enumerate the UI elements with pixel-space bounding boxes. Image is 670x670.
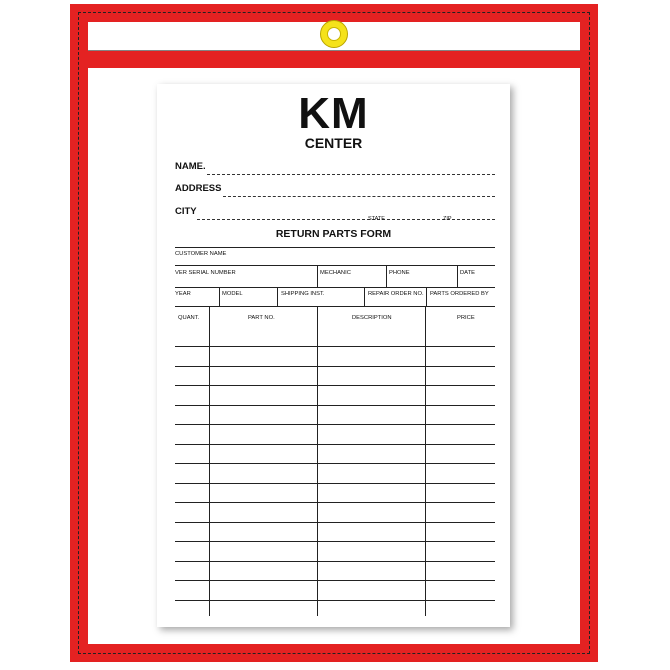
- table-row-line: [175, 444, 495, 445]
- name-label: NAME.: [175, 161, 206, 172]
- repair-order-label: REPAIR ORDER NO.: [368, 291, 424, 297]
- zip-label: ZIP: [443, 216, 452, 222]
- shipping-inst-label: SHIPPING INST.: [281, 291, 325, 297]
- return-parts-form: [157, 84, 510, 627]
- cell-divider: [386, 265, 387, 287]
- year-label: YEAR: [175, 291, 191, 297]
- table-row-line: [175, 502, 495, 503]
- customer-name-label: CUSTOMER NAME: [175, 251, 227, 257]
- table-column-line: [425, 306, 426, 616]
- table-row-line: [175, 483, 495, 484]
- table-row-line: [175, 600, 495, 601]
- model-label: MODEL: [222, 291, 243, 297]
- phone-label: PHONE: [389, 270, 410, 276]
- mechanic-label: MECHANIC: [320, 270, 351, 276]
- cell-divider: [426, 287, 427, 306]
- city-label: CITY: [175, 206, 197, 217]
- cell-divider: [277, 287, 278, 306]
- rule: [175, 247, 495, 248]
- table-column-line: [209, 306, 210, 616]
- description-header: DESCRIPTION: [352, 315, 392, 321]
- state-label: STATE: [368, 216, 385, 222]
- quant-header: QUANT.: [178, 315, 200, 321]
- rule: [175, 306, 495, 307]
- grommet-icon: [320, 20, 348, 48]
- table-row-line: [175, 405, 495, 406]
- name-line: [207, 174, 495, 175]
- table-row-line: [175, 346, 495, 347]
- table-row-line: [175, 424, 495, 425]
- table-row-line: [175, 463, 495, 464]
- table-row-line: [175, 366, 495, 367]
- table-row-line: [175, 561, 495, 562]
- address-line: [223, 196, 495, 197]
- address-label: ADDRESS: [175, 183, 222, 194]
- address-field: [175, 183, 495, 197]
- table-row-line: [175, 385, 495, 386]
- logo-sub: CENTER: [304, 135, 363, 151]
- table-row-line: [175, 522, 495, 523]
- name-field: [175, 161, 495, 175]
- part-no-header: PART NO.: [248, 315, 275, 321]
- cell-divider: [364, 287, 365, 306]
- cell-divider: [219, 287, 220, 306]
- table-row-line: [175, 580, 495, 581]
- divider: [88, 50, 580, 51]
- date-label: DATE: [460, 270, 476, 276]
- price-header: PRICE: [457, 315, 475, 321]
- rule: [175, 265, 495, 266]
- serial-number-label: VER SERIAL NUMBER: [175, 270, 236, 276]
- cell-divider: [457, 265, 458, 287]
- rule: [175, 287, 495, 288]
- form-title: RETURN PARTS FORM: [275, 228, 392, 240]
- table-column-line: [317, 306, 318, 616]
- cell-divider: [317, 265, 318, 287]
- parts-ordered-by-label: PARTS ORDERED BY: [430, 291, 489, 297]
- table-row-line: [175, 541, 495, 542]
- logo-main: KM: [298, 89, 369, 138]
